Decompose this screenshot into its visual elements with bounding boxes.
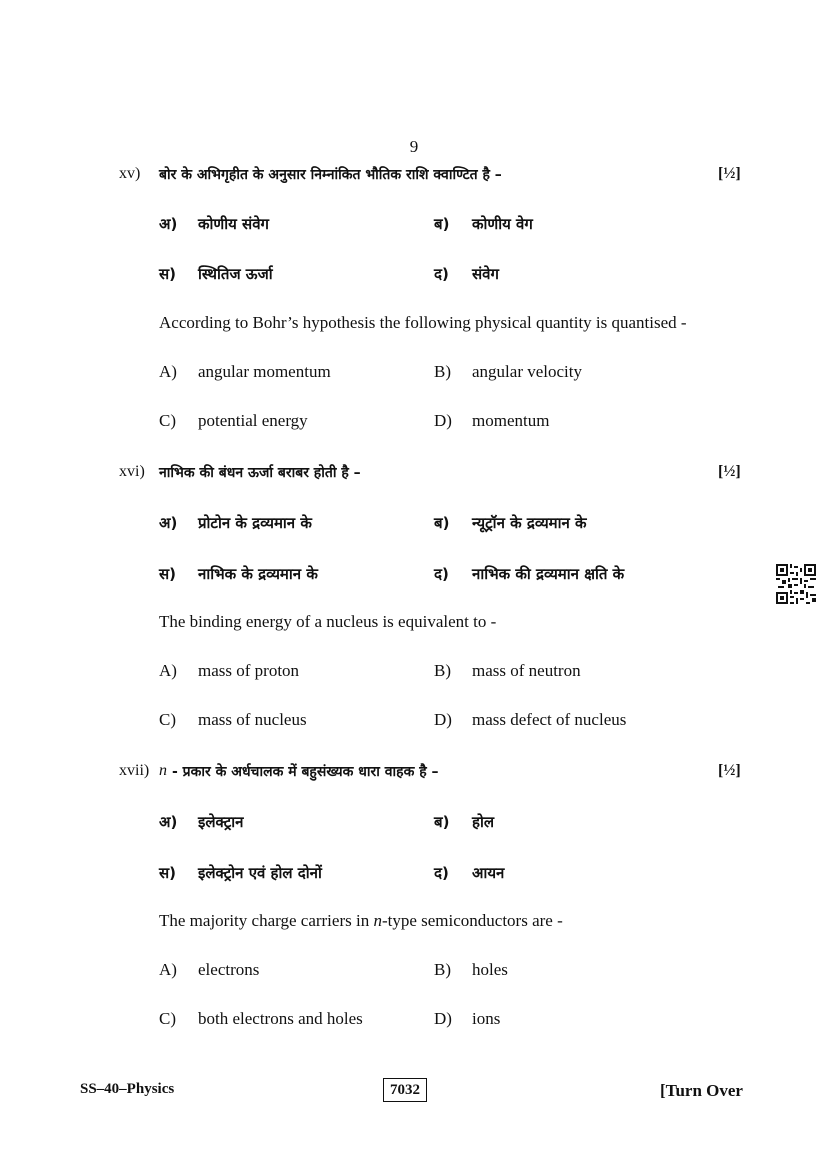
- option-text: mass of neutron: [472, 661, 581, 680]
- hindi-question: बोर के अभिगृहीत के अनुसार निम्नांकित भौतिक राशि क्वाण्टित है –: [159, 167, 502, 183]
- option-label: द): [434, 864, 449, 882]
- option-text: angular velocity: [472, 362, 582, 381]
- english-question-variable: n: [373, 911, 382, 930]
- hindi-question: नाभिक की बंधन ऊर्जा बराबर होती है –: [159, 465, 361, 481]
- option-text: holes: [472, 960, 508, 979]
- option-text: न्यूट्रॉन के द्रव्यमान के: [472, 514, 587, 532]
- option-text: इलेक्ट्रान: [198, 813, 244, 831]
- option-label: D): [434, 710, 452, 729]
- option-label: द): [434, 565, 449, 583]
- option-text: कोणीय वेग: [472, 215, 533, 233]
- question-number: xvii): [119, 762, 150, 779]
- english-question-post: -type semiconductors are -: [381, 911, 563, 930]
- option-label: B): [434, 960, 451, 979]
- option-text: angular momentum: [198, 362, 331, 381]
- option-label: स): [159, 565, 176, 583]
- option-text: mass of nucleus: [198, 710, 307, 729]
- option-label: अ): [159, 514, 178, 532]
- option-label: अ): [159, 813, 178, 831]
- option-text: electrons: [198, 960, 260, 979]
- english-question: [159, 911, 563, 931]
- option-text: आयन: [472, 864, 505, 882]
- marks: [½]: [718, 463, 741, 480]
- option-text: ions: [472, 1009, 501, 1028]
- footer-subject: SS–40–Physics: [80, 1081, 175, 1097]
- english-question: According to Bohr’s hypothesis the following physical quantity is quantised -: [159, 313, 687, 332]
- option-label: B): [434, 362, 451, 381]
- english-question: The binding energy of a nucleus is equivalent to -: [159, 612, 497, 631]
- hindi-question: - प्रकार के अर्धचालक में बहुसंख्यक धारा वाहक है –: [172, 764, 439, 780]
- option-text: कोणीय संवेग: [198, 215, 269, 233]
- option-label: B): [434, 661, 451, 680]
- option-text: होल: [472, 813, 495, 831]
- option-text: both electrons and holes: [198, 1009, 363, 1028]
- option-text: स्थितिज ऊर्जा: [198, 265, 273, 283]
- option-text: mass defect of nucleus: [472, 710, 627, 729]
- option-text: संवेग: [472, 265, 499, 283]
- option-label: C): [159, 411, 176, 430]
- marks: [½]: [718, 165, 741, 182]
- option-label: स): [159, 864, 176, 882]
- option-label: ब): [434, 514, 450, 532]
- option-label: C): [159, 710, 176, 729]
- option-text: प्रोटोन के द्रव्यमान के: [198, 514, 312, 532]
- question-number: xvi): [119, 463, 145, 480]
- turn-over: [Turn Over: [660, 1081, 743, 1100]
- english-question-pre: The majority charge carriers in: [159, 911, 370, 930]
- option-label: A): [159, 960, 177, 979]
- page-number: 9: [409, 137, 419, 156]
- option-label: A): [159, 362, 177, 381]
- option-label: ब): [434, 813, 450, 831]
- option-label: ब): [434, 215, 450, 233]
- option-text: नाभिक की द्रव्यमान क्षति के: [472, 565, 625, 583]
- option-label: D): [434, 411, 452, 430]
- option-text: इलेक्ट्रोन एवं होल दोनों: [198, 864, 322, 882]
- option-label: अ): [159, 215, 178, 233]
- option-text: mass of proton: [198, 661, 300, 680]
- marks: [½]: [718, 762, 741, 779]
- hindi-question-variable: n: [159, 762, 167, 779]
- option-label: A): [159, 661, 177, 680]
- question-number: xv): [119, 165, 141, 182]
- qr-code-icon: [776, 564, 816, 604]
- paper-code: 7032: [383, 1078, 427, 1102]
- option-label: स): [159, 265, 176, 283]
- option-text: momentum: [472, 411, 550, 430]
- option-label: C): [159, 1009, 176, 1028]
- option-label: द): [434, 265, 449, 283]
- option-label: D): [434, 1009, 452, 1028]
- option-text: नाभिक के द्रव्यमान के: [198, 565, 318, 583]
- option-text: potential energy: [198, 411, 308, 430]
